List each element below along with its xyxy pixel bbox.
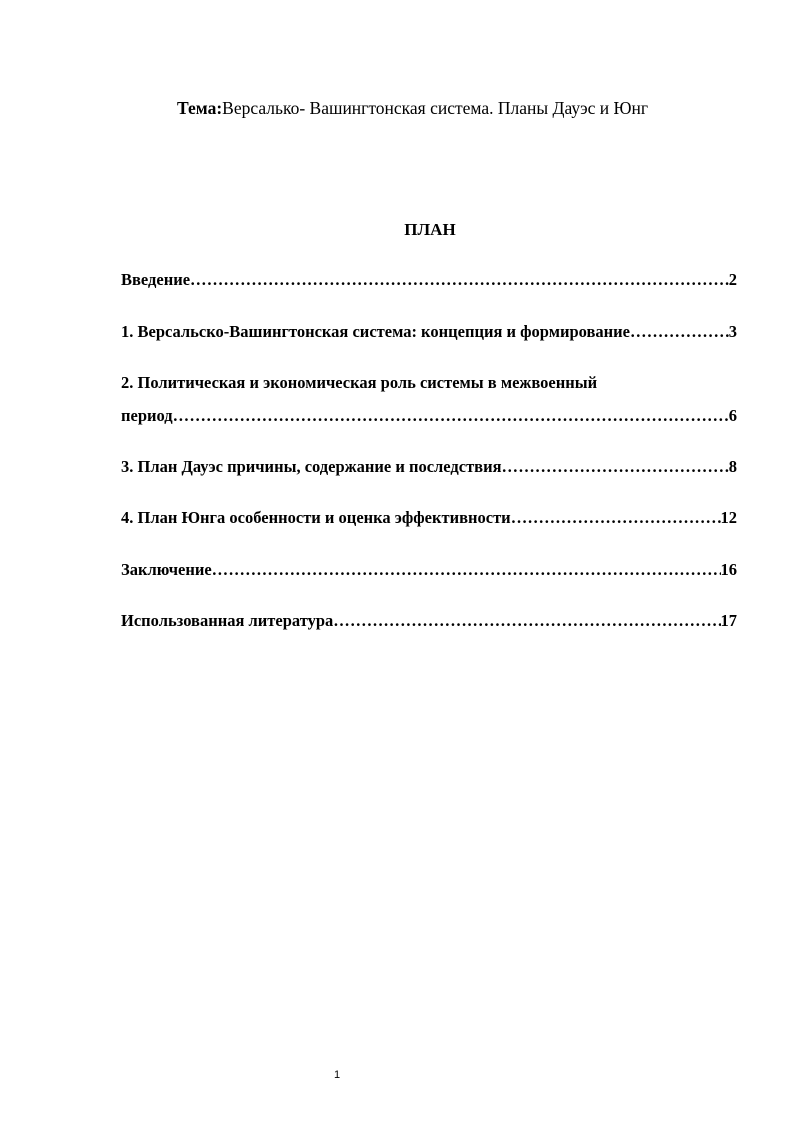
toc-leader-dots [173,404,729,428]
toc-leader-dots [212,558,721,582]
topic-line [0,96,800,122]
toc-item-text: 3. План Дауэс причины, содержание и последствия [121,457,502,476]
plan-heading: ПЛАН [404,220,456,239]
toc-item-text: период [121,406,173,425]
toc-item-page: 16 [720,560,737,579]
toc-leader-dots [630,320,729,344]
topic-text: Версалько- Вашингтонская система. Планы Дауэс и Юнг [222,98,648,118]
toc-item-1 [121,320,737,344]
toc-item-page: 3 [728,322,737,341]
toc-item-text: Использованная литература [121,611,334,630]
toc-leader-dots [502,455,729,479]
toc-item-text: Заключение [121,560,212,579]
toc-item-page: 8 [728,457,737,476]
toc-item-conclusion [121,558,737,582]
toc-item-text: 1. Версальско-Вашингтонская система: концепция и формирование [121,322,630,341]
toc-item-page: 6 [728,406,737,425]
toc-leader-dots [333,609,720,633]
toc-item-introduction [121,268,737,292]
toc-item-text: 4. План Юнга особенности и оценка эффективности [121,508,511,527]
toc-leader-dots [511,506,721,530]
toc-item-page: 2 [728,270,737,289]
toc-item-page: 12 [720,508,737,527]
toc-leader-dots [190,268,729,292]
toc-item-references [121,609,737,633]
topic-label: Тема: [177,98,223,118]
toc-item-3 [121,455,737,479]
page-number: 1 [333,1069,341,1081]
toc-item-text-line1: 2. Политическая и экономическая роль системы в межвоенный [121,373,598,392]
toc-item-2 [121,371,737,428]
toc-item-page: 17 [720,611,737,630]
toc-item-text: Введение [121,270,191,289]
toc-item-4 [121,506,737,530]
